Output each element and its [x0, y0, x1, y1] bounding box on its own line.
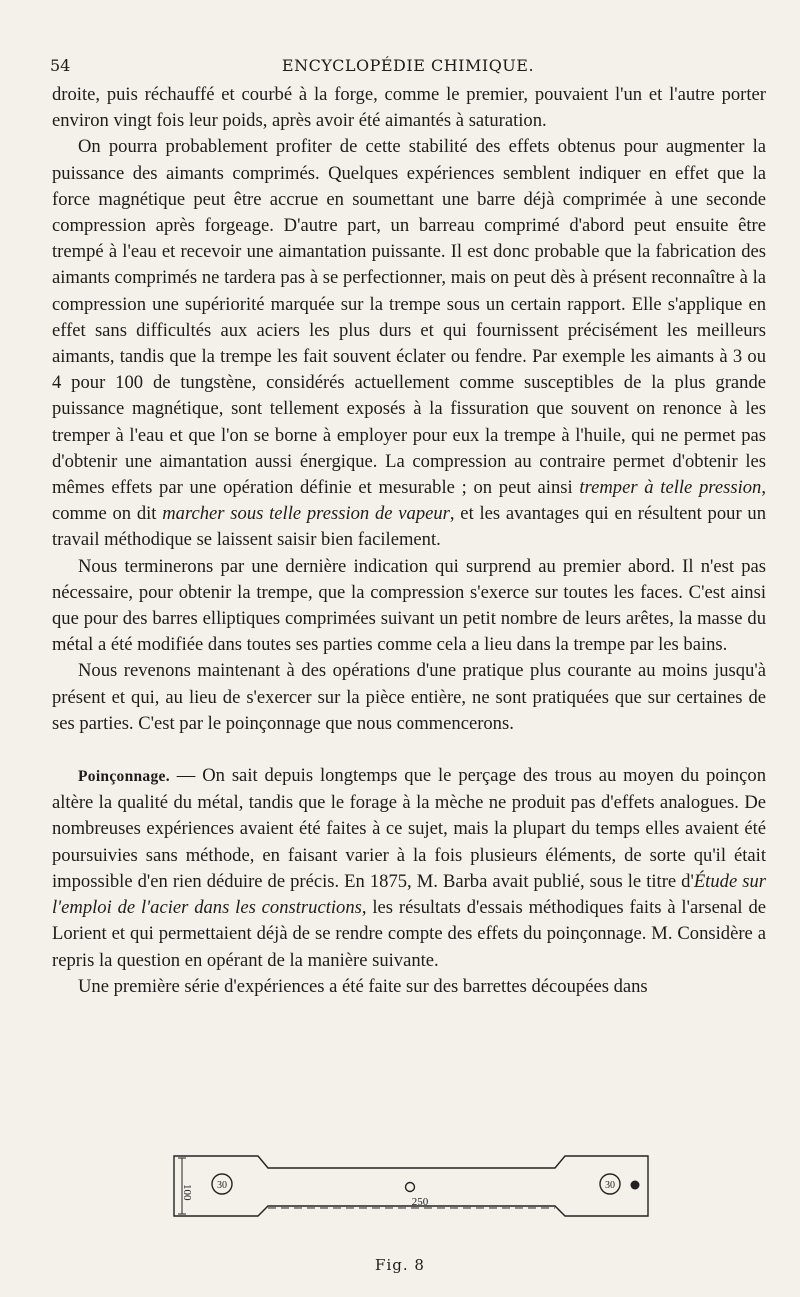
paragraph-text: On pourra probablement profiter de cette stabilité des effets obtenus pour augmenter la puissance des aimants comprimés. Quelques expériences semblent indiquer en effet que la force magnétique peut être accrue en soumettant une barre déjà comprimée à une seconde compression après forgeage. D'autre part, un barreau comprimé d'abord peut ensuite être trempé à l'eau et recevoir une aimantation puissante. Il est donc probable que la fabrication des aimants comprimés ne tardera pas à se perfectionner, mais on peut dès à présent reconnaître à la compression une supériorité marquée sur la trempe sous un certain rapport. Elle s'applique en effet sans difficultés aux aciers les plus durs et qui fournissent précisément les meilleurs aimants, tandis que la trempe les fait souvent éclater ou fendre. Par exemple les aimants à 3 ou 4 pour 100 de tungstène, considérés actuellement comme susceptibles de la plus grande puissance magnétique, sont tellement exposés à la fissuration que souvent on renonce à les tremper à l'eau et que l'on se borne à employer pour eux la trempe à l'huile, qui ne permet pas d'obtenir une aimantation aussi énergique. La compression au contraire permet d'obtenir les mêmes effets par une opération définie et mesurable ; on peut ainsi	[52, 136, 766, 499]
barrette-drawing	[170, 1150, 650, 1226]
page-number: 54	[50, 56, 71, 75]
emphasis-marcher: marcher sous telle pression de vapeur	[162, 503, 450, 525]
section-lead: Poinçonnage.	[78, 768, 170, 786]
paragraph-operations: Nous revenons maintenant à des opérations d'une pratique plus courante au moins jusqu'à présent et qui, au lieu de s'exercer sur la pièce entière, ne sont pratiquées que sur certaines de ses parties. C'est par le poinçonnage que nous commencerons.	[52, 660, 766, 734]
paragraph-text: , comme on dit	[52, 477, 766, 525]
paragraph-poinconnage	[52, 763, 766, 974]
figure-caption: Fig. 8	[375, 1256, 425, 1274]
paragraph-indication: Nous terminerons par une dernière indication qui surprend au premier abord. Il n'est pas nécessaire, pour obtenir la trempe, que la compression s'exerce sur toutes les faces. C'est ainsi que pour des barres elliptiques comprimées suivant un petit nombre de leurs arêtes, la masse du métal a été modifiée dans toutes ses parties comme cela a lieu dans la trempe par les bains.	[52, 555, 766, 656]
center-hole-circle	[406, 1183, 415, 1192]
left-hole-label: 30	[217, 1180, 227, 1191]
right-hole-label: 30	[605, 1180, 615, 1191]
emphasis-title-etude: Étude sur l'emploi de l'acier dans les constructions	[52, 870, 766, 919]
paragraph-continuation: droite, puis réchauffé et courbé à la forge, comme le premier, pouvaient l'un et l'autre porter environ vingt fois leur poids, après avoir été aimantés à saturation.	[52, 84, 766, 132]
running-title: ENCYCLOPÉDIE CHIMIQUE.	[281, 56, 535, 75]
marker-dot	[631, 1181, 640, 1190]
figure-barrette	[170, 1150, 650, 1226]
paragraph-text: , les résultats d'essais méthodiques faits à l'arsenal de Lorient et qui permettaient déjà de se rendre compte des effets du poinçonnage. M. Considère a repris la question en opérant de la manière suivante.	[52, 897, 766, 971]
paragraph-experiences: Une première série d'expériences a été faite sur des barrettes découpées dans	[78, 975, 648, 997]
dim-length-label: 250	[411, 1196, 429, 1208]
emphasis-tremper: tremper à telle pression	[579, 477, 762, 499]
page-header	[50, 56, 766, 80]
paragraph-text: — On sait depuis longtemps que le perçage des trous au moyen du poinçon altère la qualité du métal, tandis que le forage à la mèche ne produit pas d'effets analogues. De nombreuses expériences avaient été faites à ce sujet, mais la plupart du temps elles avaient été poursuivies sans méthode, en faisant varier à la fois plusieurs éléments, de sorte qu'il était impossible d'en rien déduire de précis. En 1875, M. Barba avait publié, sous le titre d'	[52, 765, 766, 892]
paragraph-compression	[52, 134, 766, 553]
body-text	[52, 82, 766, 1000]
paragraph-text: , et les avantages qui en résultent pour un travail méthodique se laissent saisir bien facilement.	[52, 503, 766, 551]
dim-height-label: 100	[181, 1184, 193, 1201]
